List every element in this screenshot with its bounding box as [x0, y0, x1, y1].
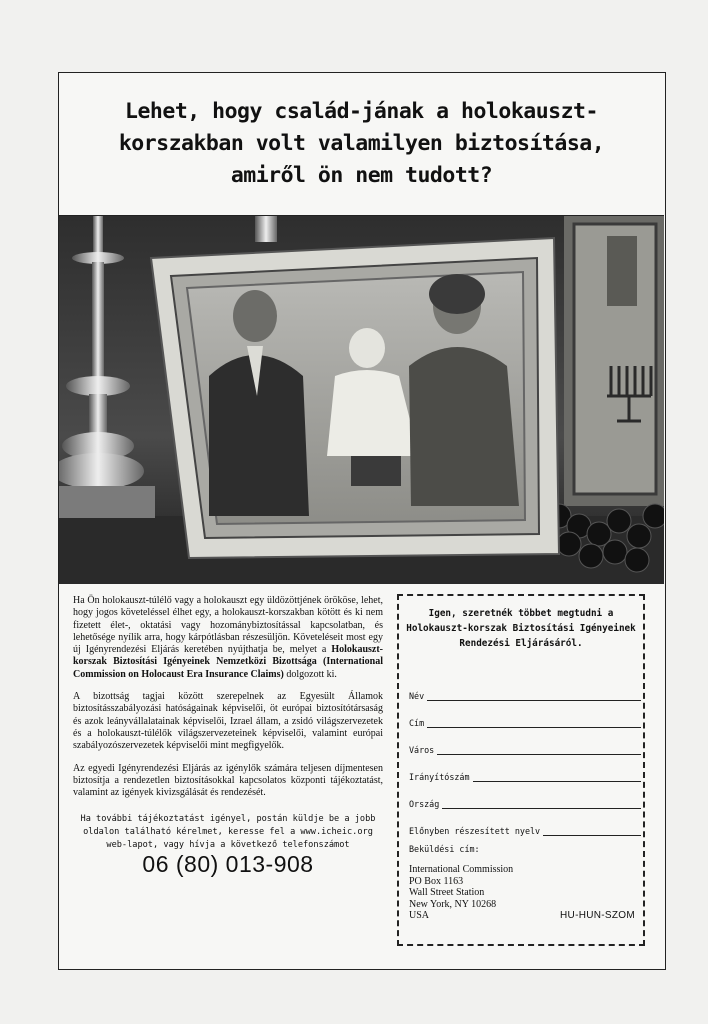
country-label: Ország — [409, 799, 440, 809]
request-coupon — [397, 594, 645, 946]
headline-line-3: amiről ön nem tudott? — [230, 163, 493, 188]
name-label: Név — [409, 691, 425, 701]
city-label: Város — [409, 745, 435, 755]
contact-note: Ha további tájékoztatást igényel, postán küldje be a jobb oldalon található kérelmet, keresse fel a www.icheic.org web-lapot, vagy hívja a következő telefonszámot — [80, 814, 376, 851]
commission-name: Holokauszt-korszak Biztosítási Igényeinek Nemzetközi Bizottsága (International Commission on Holocaust Era Insurance Claims) — [73, 644, 383, 680]
bottom-section — [59, 584, 664, 969]
address-line-4: New York, NY 10268 — [409, 898, 497, 910]
mailing-address — [409, 864, 513, 922]
framed-portrait-image — [59, 216, 664, 584]
postal-code-field[interactable] — [409, 771, 641, 782]
send-address-label: Beküldési cím: — [409, 844, 480, 854]
address-label: Cím — [409, 718, 425, 728]
paragraph-intro — [73, 595, 383, 681]
paragraph-procedure: Az egyedi Igényrendezési Eljárás az igénylők számára teljesen díjmentesen biztosítja a rendezetlen biztosításokkal kapcsolatos központi tájékoztatást, valamint az igények kivizsgálását és rendezését. — [73, 762, 383, 799]
address-field[interactable] — [409, 717, 641, 728]
advertisement-page — [58, 72, 666, 970]
body-text — [73, 595, 383, 878]
country-line[interactable] — [442, 798, 641, 809]
paragraph-members: A bizottság tagjai között szerepelnek az Egyesült Államok biztosításszabályozási hatóságainak képviselői, öt európai biztosítótársaság és azok leányvállalatainak képviselői, Izrael állam, a zsidó világszervezetek és a holokauszt-túlélők világszervezeteinek képviselői, valamint európai szabályozószervezetek képviselői mint megfigyelők. — [73, 691, 383, 752]
coupon-heading: Igen, szeretnék többet megtudni a Holokauszt-korszak Biztosítási Igényeinek Rendezési Eljárásáról. — [406, 608, 636, 649]
city-line[interactable] — [437, 744, 641, 755]
address-line-3: Wall Street Station — [409, 887, 485, 898]
postal-code-line[interactable] — [473, 771, 641, 782]
headline-line-2: korszakban volt valamilyen biztosítása, — [118, 131, 605, 156]
headline-line-1: Lehet, hogy család-jának a holokauszt- — [125, 99, 598, 124]
address-line-1: International Commission — [409, 864, 514, 875]
postal-code-label: Irányítószám — [409, 772, 470, 782]
phone-number: 06 (80) 013-908 — [142, 851, 314, 878]
address-line[interactable] — [427, 717, 641, 728]
address-line-2: PO Box 1163 — [409, 875, 464, 887]
reference-code: HU-HUN-SZOM — [560, 910, 635, 921]
city-field[interactable] — [409, 744, 641, 755]
headline — [59, 73, 664, 216]
silver-box — [564, 216, 664, 506]
name-field[interactable] — [409, 690, 641, 701]
family-photo — [59, 216, 664, 584]
paragraph-intro-end: dolgozott ki. — [283, 668, 337, 680]
country-field[interactable] — [409, 798, 641, 809]
language-field[interactable] — [409, 825, 641, 836]
name-line[interactable] — [427, 690, 641, 701]
language-label: Előnyben részesített nyelv — [409, 826, 541, 836]
language-line[interactable] — [543, 825, 641, 836]
paragraph-intro-text: Ha Ön holokauszt-túlélő vagy a holokauszt egy üldözöttjének örököse, lehet, hogy jogos követeléssel élhet egy, a holokauszt-korszakban kötött és ki nem fizetett élet-, oktatási vagy hozománybiztosítással kapcsolatban, és lehetősége nyílik arra, hogy kárpótlásban részesüljön. Követeléseit most egy új Igényrendezési Eljárás keretében nyújthatja be, melyet a — [73, 595, 383, 656]
address-line-5: USA — [409, 910, 430, 921]
